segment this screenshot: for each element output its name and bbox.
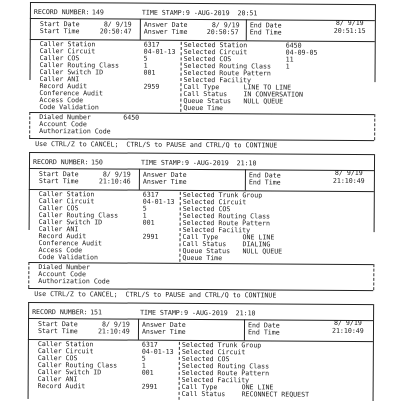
caller-ani-label: Caller ANI xyxy=(39,75,80,84)
caller-switch-id: 001 xyxy=(142,218,155,227)
record-number: 151 xyxy=(90,308,103,317)
code-validation-label: Code Validation xyxy=(38,253,98,262)
record-audit: 2991 xyxy=(142,232,159,241)
record-audit: 2991 xyxy=(141,382,158,391)
rule xyxy=(29,152,374,155)
rule xyxy=(30,2,375,5)
conference-audit-label: Conference Audit xyxy=(38,239,103,248)
caller-station: 6317 xyxy=(142,190,159,199)
divider xyxy=(140,19,141,40)
caller-circuit-label: Caller Circuit xyxy=(38,197,95,206)
queue-time-label: Queue Time xyxy=(183,103,224,113)
start-time-label: Start Time xyxy=(37,327,78,336)
call-status-label: Call Status xyxy=(181,389,226,399)
rule xyxy=(28,318,373,321)
divider xyxy=(138,319,139,340)
call-status: RECONNECT REQUEST xyxy=(241,390,310,399)
answer-time-label: Answer Time xyxy=(141,327,186,336)
selected-facility-label: Selected Facility xyxy=(183,75,252,85)
caller-station: 6317 xyxy=(141,340,158,349)
rule xyxy=(29,168,374,171)
access-code-label: Access Code xyxy=(38,246,83,255)
call-type-label: Call Type xyxy=(181,382,218,392)
selected-circuit: 04-09-05 xyxy=(285,48,318,57)
end-date: 8/ 9/19 xyxy=(335,18,364,28)
caller-routing-class-label: Caller Routing Class xyxy=(37,361,118,370)
end-date-label: End Date xyxy=(249,21,282,30)
time-stamp-label: TIME STAMP: xyxy=(140,158,185,167)
caller-circuit: 04-01-13 xyxy=(141,347,174,356)
caller-switch-id-label: Caller Switch ID xyxy=(37,368,102,377)
caller-circuit-label: Caller Circuit xyxy=(37,347,94,356)
record-audit: 2959 xyxy=(143,82,160,91)
divider xyxy=(179,342,180,400)
selected-routing-class: 1 xyxy=(285,62,290,71)
caller-station-label: Caller Station xyxy=(37,340,94,349)
queue-status-label: Queue Status xyxy=(182,246,231,256)
caller-routing-class-label: Caller Routing Class xyxy=(38,211,119,220)
answer-date-label: Answer Date xyxy=(142,170,187,179)
divider xyxy=(246,19,247,40)
time-stamp: 9 -AUG-2019 20:51 xyxy=(185,8,258,18)
account-code-label: Account Code xyxy=(39,120,87,129)
selected-route-pattern-label: Selected Route Pattern xyxy=(182,218,271,228)
start-time-label: Start Time xyxy=(38,177,79,186)
caller-circuit-label: Caller Circuit xyxy=(39,47,96,56)
time-stamp: 9 -AUG-2019 21:10 xyxy=(184,308,256,318)
frame-left xyxy=(28,302,30,399)
record-audit-label: Record Audit xyxy=(39,82,88,91)
call-type: ONE LINE xyxy=(242,233,275,242)
call-record-149 xyxy=(0,0,400,150)
end-date-label: End Date xyxy=(247,321,280,330)
divider xyxy=(245,169,246,190)
end-time: 21:10:49 xyxy=(332,176,365,186)
frame-left xyxy=(28,262,29,288)
account-code-label: Account Code xyxy=(38,270,86,279)
start-date: 8/ 9/19 xyxy=(101,320,130,329)
queue-status: NULL QUEUE xyxy=(243,97,284,106)
frame-left xyxy=(29,152,30,230)
start-time: 21:10:49 xyxy=(97,327,130,336)
control-prompt: Use CTRL/Z to CANCEL; CTRL/S to PAUSE and CTRL/Q to CONTINUE xyxy=(35,139,278,150)
selected-cos-label: Selected COS xyxy=(182,204,231,214)
selected-routing-class-label: Selected Routing Class xyxy=(181,361,270,371)
selected-routing-class-label: Selected Routing Class xyxy=(182,211,271,221)
record-audit-label: Record Audit xyxy=(38,232,87,241)
rule xyxy=(30,18,375,21)
start-time-label: Start Time xyxy=(39,27,80,36)
call-type: ONE LINE xyxy=(241,383,274,392)
selected-routing-class-label: Selected Routing Class xyxy=(183,61,271,71)
rule xyxy=(28,302,373,305)
answer-time-label: Answer Time xyxy=(142,177,187,186)
start-time: 20:50:47 xyxy=(99,27,132,36)
end-time: 20:51:15 xyxy=(333,26,366,36)
time-stamp: 9 -AUG-2019 21:10 xyxy=(184,158,257,168)
caller-circuit: 04-01-13 xyxy=(142,197,175,206)
dialed-number-label: Dialed Number xyxy=(39,113,91,122)
queue-status-label: Queue Status xyxy=(183,96,232,106)
caller-switch-id: 001 xyxy=(143,68,156,77)
frame-left xyxy=(30,2,31,80)
divider xyxy=(180,42,181,112)
selected-circuit-label: Selected Circuit xyxy=(181,347,246,357)
record-number-label: RECORD NUMBER: xyxy=(33,7,90,17)
caller-switch-id-label: Caller Switch ID xyxy=(38,218,103,227)
record-number-label: RECORD NUMBER: xyxy=(32,307,88,317)
divider xyxy=(179,192,180,262)
selected-cos: 11 xyxy=(285,55,294,64)
frame-right xyxy=(374,114,375,140)
queue-status: NULL QUEUE xyxy=(242,247,283,256)
frame-right xyxy=(374,154,375,232)
queue-time-label: Queue Time xyxy=(182,253,223,263)
caller-cos: 5 xyxy=(141,354,146,363)
end-time: 21:10:49 xyxy=(331,326,364,336)
call-status-label: Call Status xyxy=(183,89,228,99)
caller-cos-label: Caller COS xyxy=(37,354,78,363)
call-type-label: Call Type xyxy=(182,232,219,242)
call-type-label: Call Type xyxy=(183,82,220,92)
caller-cos-label: Caller COS xyxy=(38,204,79,213)
caller-routing-class-label: Caller Routing Class xyxy=(39,61,120,70)
selected-station: 6450 xyxy=(285,41,302,50)
dialed-number-label: Dialed Number xyxy=(38,263,90,272)
selected-facility-label: Selected Facility xyxy=(182,225,251,235)
caller-station: 6317 xyxy=(143,40,160,49)
selected-route-pattern-label: Selected Route Pattern xyxy=(181,368,270,378)
caller-station-label: Caller Station xyxy=(39,40,96,49)
start-date: 8/ 9/19 xyxy=(102,170,131,179)
authorization-code-label: Authorization Code xyxy=(39,127,111,136)
caller-cos: 5 xyxy=(142,204,147,213)
start-date-label: Start Date xyxy=(39,20,80,29)
record-number: 149 xyxy=(91,8,104,17)
start-date: 8/ 9/19 xyxy=(103,20,132,29)
time-stamp-label: TIME STAMP: xyxy=(140,308,184,317)
end-date: 8/ 9/19 xyxy=(334,318,362,327)
selected-station-label: Selected Station xyxy=(183,40,248,50)
answer-date-label: Answer Date xyxy=(141,320,186,329)
divider xyxy=(244,319,245,340)
end-time-label: End Time xyxy=(249,28,282,37)
selected-trunk-group-label: Selected Trunk Group xyxy=(182,190,263,200)
control-prompt: Use CTRL/Z to CANCEL; CTRL/S to PAUSE and CTRL/Q to CONTINUE xyxy=(34,289,277,300)
caller-circuit: 04-01-13 xyxy=(143,47,176,56)
call-status-label: Call Status xyxy=(182,239,227,249)
caller-routing-class: 1 xyxy=(143,61,148,70)
selected-cos-label: Selected COS xyxy=(181,354,230,364)
caller-routing-class: 1 xyxy=(142,211,147,220)
caller-cos-label: Caller COS xyxy=(39,54,80,63)
caller-station-label: Caller Station xyxy=(38,190,95,199)
frame-right xyxy=(373,304,375,401)
record-audit-label: Record Audit xyxy=(37,382,86,391)
answer-time-label: Answer Time xyxy=(143,27,188,36)
caller-ani-label: Caller ANI xyxy=(38,225,79,234)
selected-circuit-label: Selected Circuit xyxy=(183,47,248,57)
end-date-label: End Date xyxy=(248,171,281,180)
call-status: DIALING xyxy=(242,240,271,249)
selected-cos-label: Selected COS xyxy=(183,54,232,64)
start-date-label: Start Date xyxy=(38,170,79,179)
caller-routing-class: 1 xyxy=(141,361,146,370)
caller-switch-id-label: Caller Switch ID xyxy=(39,68,104,77)
time-stamp-label: TIME STAMP: xyxy=(141,8,186,17)
frame-right xyxy=(373,264,374,290)
caller-ani-label: Caller ANI xyxy=(37,375,78,384)
answer-date: 8/ 9/19 xyxy=(211,21,240,30)
end-time-label: End Time xyxy=(248,178,281,187)
code-validation-label: Code Validation xyxy=(39,103,99,112)
conference-audit-label: Conference Audit xyxy=(39,89,103,98)
end-time-label: End Time xyxy=(247,328,280,337)
call-status: IN CONVERSATION xyxy=(243,90,303,99)
record-number-label: RECORD NUMBER: xyxy=(32,157,89,167)
caller-cos: 5 xyxy=(143,54,148,63)
divider xyxy=(139,169,140,190)
selected-route-pattern-label: Selected Route Pattern xyxy=(183,68,271,78)
caller-switch-id: 001 xyxy=(141,368,154,377)
answer-time: 20:50:57 xyxy=(206,28,239,37)
selected-facility-label: Selected Facility xyxy=(181,375,250,385)
dialed-number: 6450 xyxy=(123,113,140,122)
start-time: 21:10:46 xyxy=(98,177,131,186)
frame-left xyxy=(29,112,30,138)
start-date-label: Start Date xyxy=(37,320,78,329)
record-number: 150 xyxy=(90,158,103,167)
end-date: 8/ 9/19 xyxy=(334,168,363,177)
authorization-code-label: Authorization Code xyxy=(38,277,110,286)
access-code-label: Access Code xyxy=(39,96,84,105)
call-type: LINE TO LINE xyxy=(243,83,292,92)
selected-circuit-label: Selected Circuit xyxy=(182,197,247,207)
selected-trunk-group-label: Selected Trunk Group xyxy=(181,340,262,350)
frame-right xyxy=(375,4,376,82)
answer-date-label: Answer Date xyxy=(143,20,188,29)
